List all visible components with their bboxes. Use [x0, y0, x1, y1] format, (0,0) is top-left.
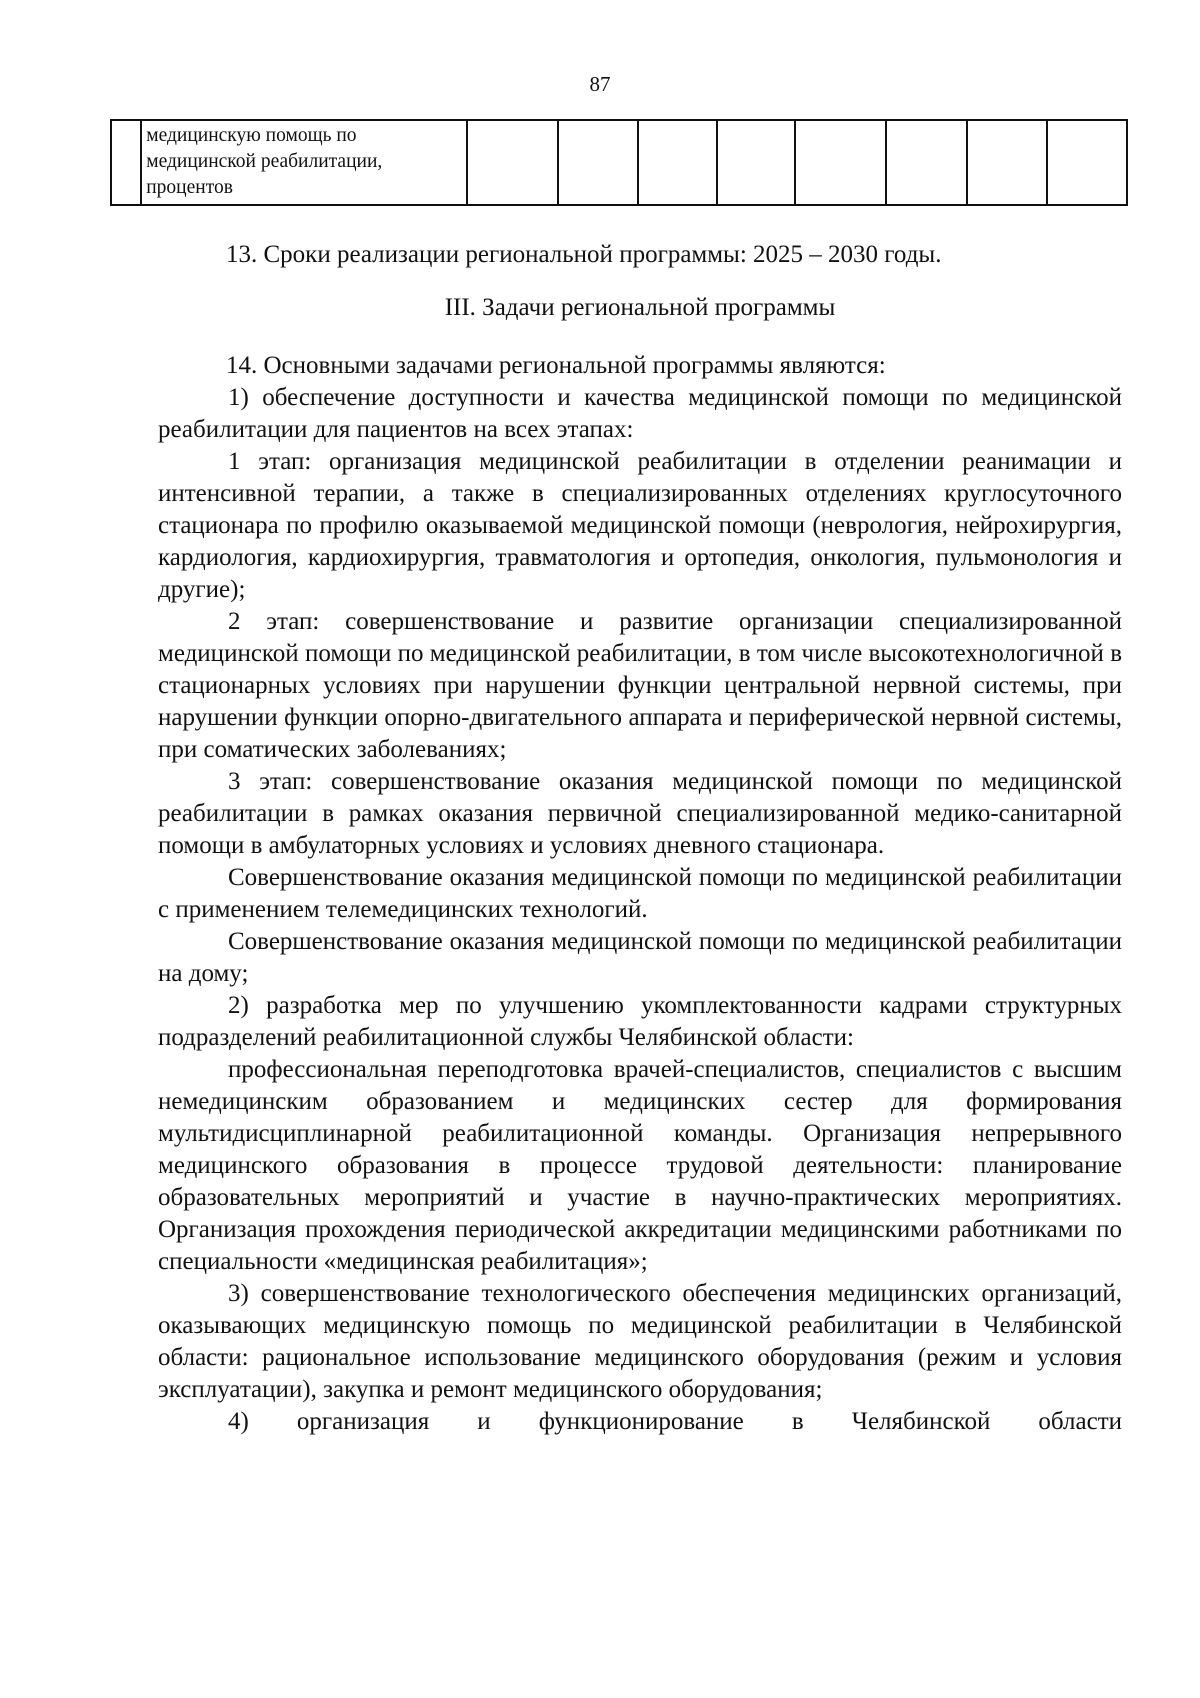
- table-cell-empty: [967, 120, 1048, 205]
- table-cell-empty: [717, 120, 796, 205]
- continued-table: [110, 119, 1128, 206]
- document-body: [158, 239, 1122, 1438]
- table-cell-empty: [886, 120, 967, 205]
- table-cell-empty: [638, 120, 717, 205]
- table-row: [111, 120, 1127, 205]
- section-heading: III. Задачи региональной программы: [444, 294, 836, 321]
- table-cell-indicator: [141, 120, 467, 205]
- list-item-1: 1) обеспечение доступности и качества медицинской помощи по медицинской реабилитации для пациентов на всех этапах:: [158, 384, 1122, 443]
- home-rehab-paragraph: Совершенствование оказания медицинской помощи по медицинской реабилитации на дому;: [158, 928, 1122, 987]
- stage-2-paragraph: 2 этап: совершенствование и развитие организации специализированной медицинской помощи по медицинской реабилитации, в том числе высокотехнологичной в стационарных условиях при нарушении функции центральной нервной системы, при нарушении функции опорно-двигательного аппарата и периферической нервной системы, при соматических заболеваниях;: [158, 608, 1122, 763]
- training-paragraph: профессиональная переподготовка врачей-специалистов, специалистов с высшим немедицинским образованием и медицинских сестер для формирования мультидисциплинарной реабилитационной команды. Организация непрерывного медицинского образования в процессе трудовой деятельности: планирование образовательных мероприятий и участие в научно-практических мероприятиях. Организация прохождения периодической аккредитации медицинскими работниками по специальности «медицинская реабилитация»;: [158, 1056, 1122, 1275]
- stage-3-paragraph: 3 этап: совершенствование оказания медицинской помощи по медицинской реабилитации в рамках оказания первичной специализированной медико-санитарной помощи в амбулаторных условиях и условиях дневного стационара.: [158, 768, 1122, 859]
- paragraph-13-deadlines: 13. Сроки реализации региональной программы: 2025 – 2030 годы.: [226, 241, 942, 268]
- table-cell-empty: [1047, 120, 1127, 205]
- table-cell-empty: [795, 120, 886, 205]
- stage-1-paragraph: 1 этап: организация медицинской реабилитации в отделении реанимации и интенсивной терапии, а также в специализированных отделениях круглосуточного стационара по профилю оказываемой медицинской помощи (неврология, нейрохирургия, кардиология, кардиохирургия, травматология и ортопедия, онкология, пульмонология и другие);: [158, 448, 1122, 603]
- list-item-3: 3) совершенствование технологического обеспечения медицинских организаций, оказывающих медицинскую помощь по медицинской реабилитации в Челябинской области: рациональное использование медицинского оборудования (режим и условия эксплуатации), закупка и ремонт медицинского оборудования;: [158, 1280, 1122, 1403]
- table-cell-line: процентов: [146, 177, 233, 198]
- paragraph-14-intro: 14. Основными задачами региональной программы являются:: [226, 352, 886, 379]
- table-cell-number: [111, 120, 141, 205]
- page-number: 87: [589, 72, 611, 96]
- list-item-2: 2) разработка мер по улучшению укомплектованности кадрами структурных подразделений реабилитационной службы Челябинской области:: [158, 992, 1122, 1051]
- list-item-4: 4) организация и функционирование в Челябинской области: [228, 1408, 1122, 1435]
- table-cell-line: медицинской реабилитации,: [146, 151, 383, 172]
- telemedicine-paragraph: Совершенствование оказания медицинской помощи по медицинской реабилитации с применением телемедицинских технологий.: [158, 864, 1122, 923]
- table-cell-empty: [467, 120, 558, 205]
- table-cell-empty: [558, 120, 639, 205]
- table-cell-line: медицинскую помощь по: [146, 125, 357, 146]
